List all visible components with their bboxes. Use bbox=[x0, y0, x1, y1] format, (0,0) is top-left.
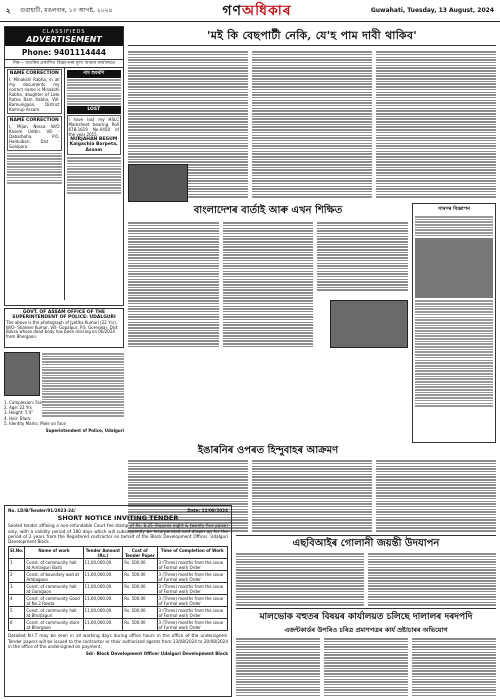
lost-body: I have lost my HSLC Marksheet bearing Roll 678-1619 No-0450 of the year 2015. bbox=[68, 116, 119, 137]
text-lines bbox=[67, 157, 122, 194]
side-advertisement bbox=[412, 203, 496, 443]
lost-name: NURJAHAN BEGUM bbox=[70, 136, 118, 142]
story-column bbox=[128, 221, 219, 351]
notice-title: GOVT. OF ASSAM OFFICE OF THE SUPERINTENDENT OF POLICE: UDALGURI bbox=[12, 310, 116, 321]
story-column bbox=[252, 459, 372, 534]
tender-title: SHORT NOTICE INVITING TENDER bbox=[57, 514, 179, 523]
table-row: 5 Const. of community hall at Bhutiaguri 11,00,000.00 Rs. 500.00 3 (Three) months from the issue of Formal work Order bbox=[9, 607, 228, 619]
newspaper-logo bbox=[150, 0, 364, 23]
classifieds-column-left bbox=[5, 68, 64, 300]
story-column bbox=[324, 637, 408, 697]
table-row: 6 Const. of community store at Bhergaon 11,00,000.00 Rs. 500.00 3 (Three) months from the issue of Formal work Order bbox=[9, 619, 228, 631]
column-header: Cost of Tender Paper bbox=[123, 547, 157, 559]
tender-table bbox=[8, 546, 228, 631]
column-header: Name of work bbox=[25, 547, 83, 559]
tender-header bbox=[8, 508, 228, 513]
column-header: Time of Completion of Work bbox=[157, 547, 227, 559]
text-lines bbox=[67, 79, 122, 105]
notice-body: The above is the photograph of Jyotika Kumari (22 Yrs), W/O- Shanker Kumar, Vill- Gopalpur, P.S. Goreswar, Dist Baksa whose dead body has been missing on 06/2024 from Bhergaon. bbox=[6, 319, 118, 340]
column-header: Tender Amount (Rs.) bbox=[83, 547, 123, 559]
story-column bbox=[252, 50, 372, 200]
story-celebration bbox=[236, 552, 496, 607]
story-column bbox=[412, 637, 496, 697]
description-row: 4. Hair: Black bbox=[4, 415, 31, 421]
ad-body: I, Mijan Nessa W/O Kasem Uddin. Vill - Dabarbaha, P.O. Halduibari, Dist - Goalpara. bbox=[9, 123, 60, 149]
ad-body: I, Minakshi Rabha, in all my documents my correct name is Minakshi Rabha, daughter of Late Ratna Ram Rabha, Vill- Bamunigaon, District Kamrup Assam. bbox=[9, 77, 60, 113]
text-lines bbox=[415, 300, 493, 406]
table-row: 3 Const. of community hall at Garogaon 11,00,000.00 Rs. 500.00 3 (Three) months from the issue of Formal work Order bbox=[9, 583, 228, 595]
tender-intro: Sealed tender affixing a non-refundable Court fee stamp of Rs. 8.25 (Rupees eight & twenty five paise) only, with a validity period of 180 days which will subsequently be incorporated and drawn up for the period of 2 years from the Registered contractor on behalf of the Block Development Officer, Udalguri Development Block. bbox=[8, 523, 228, 545]
headline-celebration: এছবিআইৰ গোলানী জয়ন্তী উদযাপন bbox=[236, 535, 496, 551]
headline-bangladesh: বাংলাদেশৰ বাৰ্তাই আৰু এখন শিক্ষিত bbox=[193, 205, 343, 216]
subheadline-office: এজন্টকাৰ্ডৰ উপৰিও চৰিত্ৰ প্ৰমাণপত্ৰৰ কাৰ্য ভ্ৰষ্টাচাৰৰ অভিযোগ bbox=[284, 626, 448, 634]
tender-date: Date: 12/08/2024 bbox=[187, 508, 228, 513]
story-office bbox=[236, 637, 496, 697]
ad-title: NAME CORRECTION bbox=[9, 118, 59, 124]
story-column bbox=[236, 552, 364, 607]
classifieds-title: ADVERTISEMENT bbox=[26, 35, 102, 44]
masthead bbox=[0, 0, 500, 22]
advert-image bbox=[415, 238, 493, 298]
classifieds-label: CLASSIFIEDS bbox=[42, 29, 86, 35]
masthead-date-english: Guwahati, Tuesday, 13 August, 2024 bbox=[370, 7, 494, 14]
table-header-row bbox=[9, 547, 228, 559]
headline-office: মালভোক বহুতৰ বিষয়ৰ কাৰ্যালয়ত চলিছে দালালৰ দৰদপদি bbox=[236, 608, 496, 624]
top-headline: 'মই কি বেছপাৰ্টী নেকি, যে'হ পাম দাবী থাকিব' bbox=[128, 26, 496, 46]
tender-notice bbox=[4, 505, 232, 697]
headline-attack: ইঙাৰনিৰ ওপৰত হিন্দুবাহৰ আক্ৰমণ bbox=[197, 445, 339, 456]
news-photo bbox=[330, 300, 408, 348]
table-row: 4 Const. of community Good at No.2 Rowta 11,00,000.00 Rs. 500.00 3 (Three) months from the issue of Formal work Order bbox=[9, 595, 228, 607]
story-column bbox=[368, 552, 496, 607]
classified-ad bbox=[7, 116, 62, 151]
police-notice bbox=[4, 308, 124, 348]
table-row: 1 Const. of community hall at Amlaiguri Basti 11,00,000.00 Rs. 500.00 3 (Three) months from the issue of Formal work Order bbox=[9, 559, 228, 571]
notice-signature: Superintendent of Police, Udalguri bbox=[45, 427, 124, 433]
page-number: ২ bbox=[6, 6, 11, 15]
tender-signature: Sd/- Block Development Officer Udalguri Development Block bbox=[85, 651, 228, 657]
story-column bbox=[376, 50, 496, 200]
tender-number: No. LD/B/Tender/91/2023-24/ bbox=[8, 508, 76, 513]
classifieds-header bbox=[5, 27, 123, 46]
text-lines bbox=[7, 153, 62, 184]
ad-title: NAME CORRECTION bbox=[9, 71, 59, 77]
missing-person-photo bbox=[4, 352, 40, 396]
masthead-date-bengali: গুৱাহাটী, মঙলবাৰ, ১৩ আগষ্ট, ২০২৪ bbox=[20, 7, 113, 14]
description-row: 2. Age: 22 Yrs bbox=[4, 405, 32, 411]
classifieds-box bbox=[4, 26, 124, 306]
column-header: Sl.No. bbox=[9, 547, 25, 559]
classifieds-subtitle: শিৰ— বাতৰিৰ প্ৰকাশিত বিজ্ঞাপনৰ মূল্য আমাৰ কাৰ্যালয়ত bbox=[5, 60, 123, 68]
lost-ad bbox=[67, 115, 122, 156]
table-row: 2 Const. of boundary wall at Ambagaon 11,00,000.00 Rs. 500.00 3 (Three) months from the issue of Formal work Order bbox=[9, 571, 228, 583]
story-column bbox=[236, 637, 320, 697]
description-row: 3. Height: 5'4" bbox=[4, 410, 33, 416]
logo-main: গণ bbox=[222, 2, 242, 19]
side-ad-title: সাৰণৰ বিজ্ঞাপন bbox=[438, 206, 470, 212]
story-column bbox=[223, 221, 314, 351]
classified-ad bbox=[7, 69, 62, 114]
classifieds-phone: Phone: 9401114444 bbox=[5, 46, 123, 60]
classifieds-column-right bbox=[64, 68, 124, 300]
tender-footer: Detailed N.I.T may be seen in all working days during office hours in the office of the undersigned. Tender papers will be issued to the contractor or their authorized agents from 13/08/2024 to 20/08/2024 in the office of the undersigned on payment. bbox=[8, 633, 228, 649]
description-table bbox=[4, 400, 124, 433]
story-column bbox=[376, 459, 496, 534]
notice-title-bar: নাম শুধৰণি bbox=[67, 70, 122, 78]
text-lines bbox=[415, 216, 493, 236]
news-photo bbox=[128, 164, 188, 202]
description-row: 1. Complexion: Fair bbox=[4, 400, 43, 405]
lost-place: Kalgachia Barpeta, Assam bbox=[69, 142, 118, 153]
description-row: 5. Identity Marks: Mole on face bbox=[4, 420, 66, 426]
logo-accent: অধিকাৰ bbox=[241, 2, 292, 19]
lost-title: LOST bbox=[67, 106, 122, 114]
